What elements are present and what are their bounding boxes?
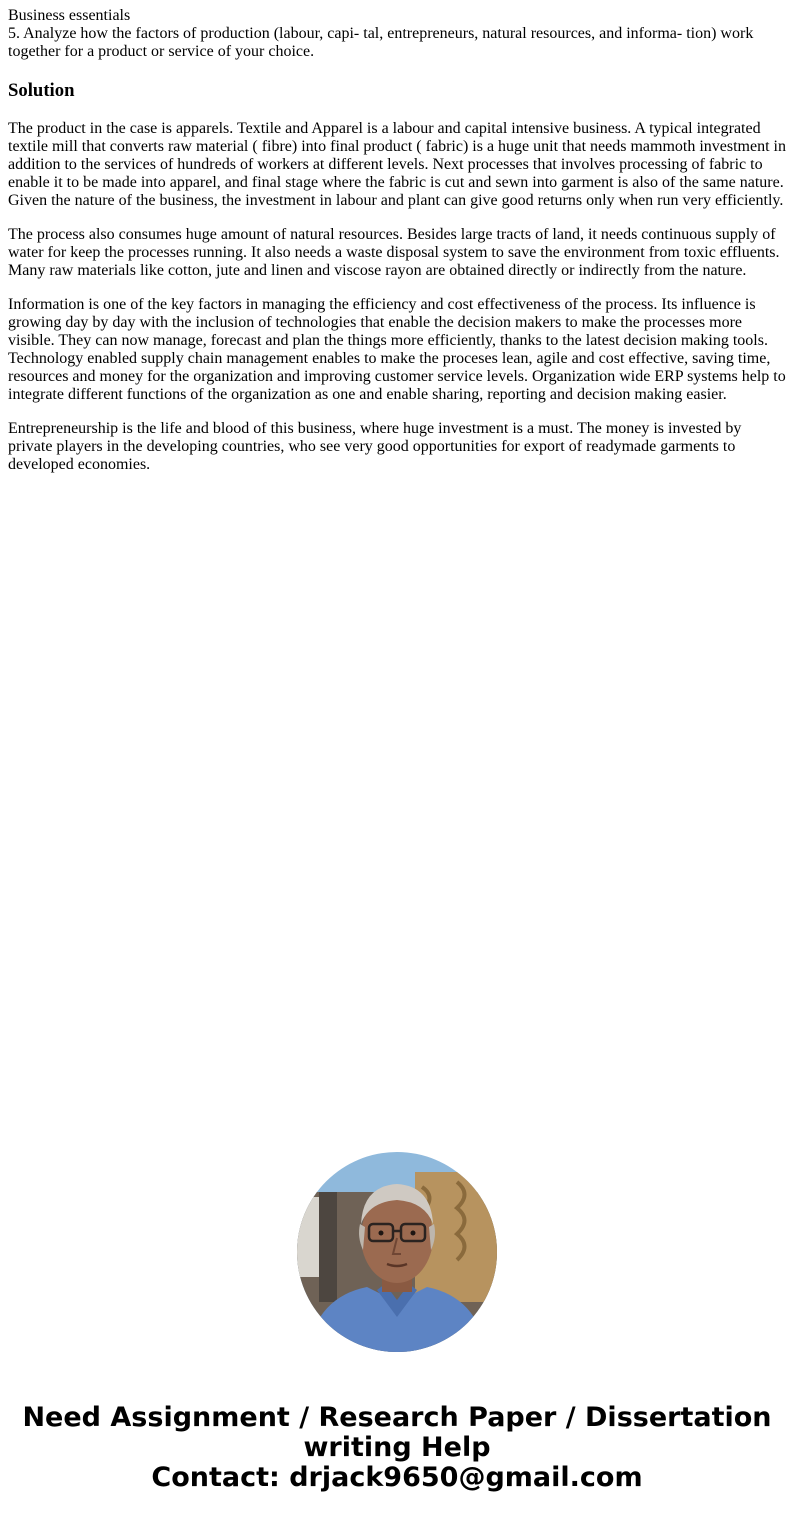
solution-paragraph-3: Information is one of the key factors in managing the efficiency and cost effectiveness of the process. Its influence is growing day by day with the inclusion of technologies that enable the decision makers to make the processes more visible. They can now manage, forecast and plan the things more efficiently, thanks to the latest decision making tools. Technology enabled supply chain management enables to make the proceses lean, agile and cost effective, saving time, resources and money for the organization and improving customer service levels. Organization wide ERP systems help to integrate different functions of the organization as one and enable sharing, reporting and decision making easier. xyxy=(8,296,786,403)
promo-line-1: Need Assignment / Research Paper / Dissertation xyxy=(22,1402,772,1433)
question-text: 5. Analyze how the factors of production (labour, capi- tal, entrepreneurs, natural resources, and informa- tion) work together for a product or service of your choice. xyxy=(8,25,754,60)
solution-paragraph-4: Entrepreneurship is the life and blood of this business, where huge investment is a must. The money is invested by private players in the developing countries, who see very good opportunities for export of readymade garments to developed economies. xyxy=(8,420,742,473)
avatar xyxy=(297,1152,497,1352)
person-portrait-icon xyxy=(297,1152,497,1352)
solution-paragraph-2: The process also consumes huge amount of natural resources. Besides large tracts of land, it needs continuous supply of water for keep the processes running. It also needs a waste disposal system to save the environment from toxic effluents. Many raw materials like cotton, jute and linen and viscose rayon are obtained directly or indirectly from the nature. xyxy=(8,226,780,279)
solution-heading: Solution xyxy=(8,80,75,101)
solution-paragraph-1: The product in the case is apparels. Textile and Apparel is a labour and capital intensive business. A typical integrated textile mill that converts raw material ( fibre) into final product ( fabric) is a huge unit that needs mammoth investment in addition to the services of hundreds of workers at different levels. Next processes that involves processing of fabric to enable it to be made into apparel, and final stage where the fabric is cut and sewn into garment is also of the same nature. Given the nature of the business, the investment in labour and plant can give good returns only when run very efficiently. xyxy=(8,120,786,209)
promo-contact: Contact: drjack9650@gmail.com xyxy=(151,1462,643,1493)
category-label: Business essentials xyxy=(8,7,131,24)
promo-banner xyxy=(0,1403,794,1493)
document-content xyxy=(8,7,788,490)
promo-line-2: writing Help xyxy=(303,1432,491,1463)
